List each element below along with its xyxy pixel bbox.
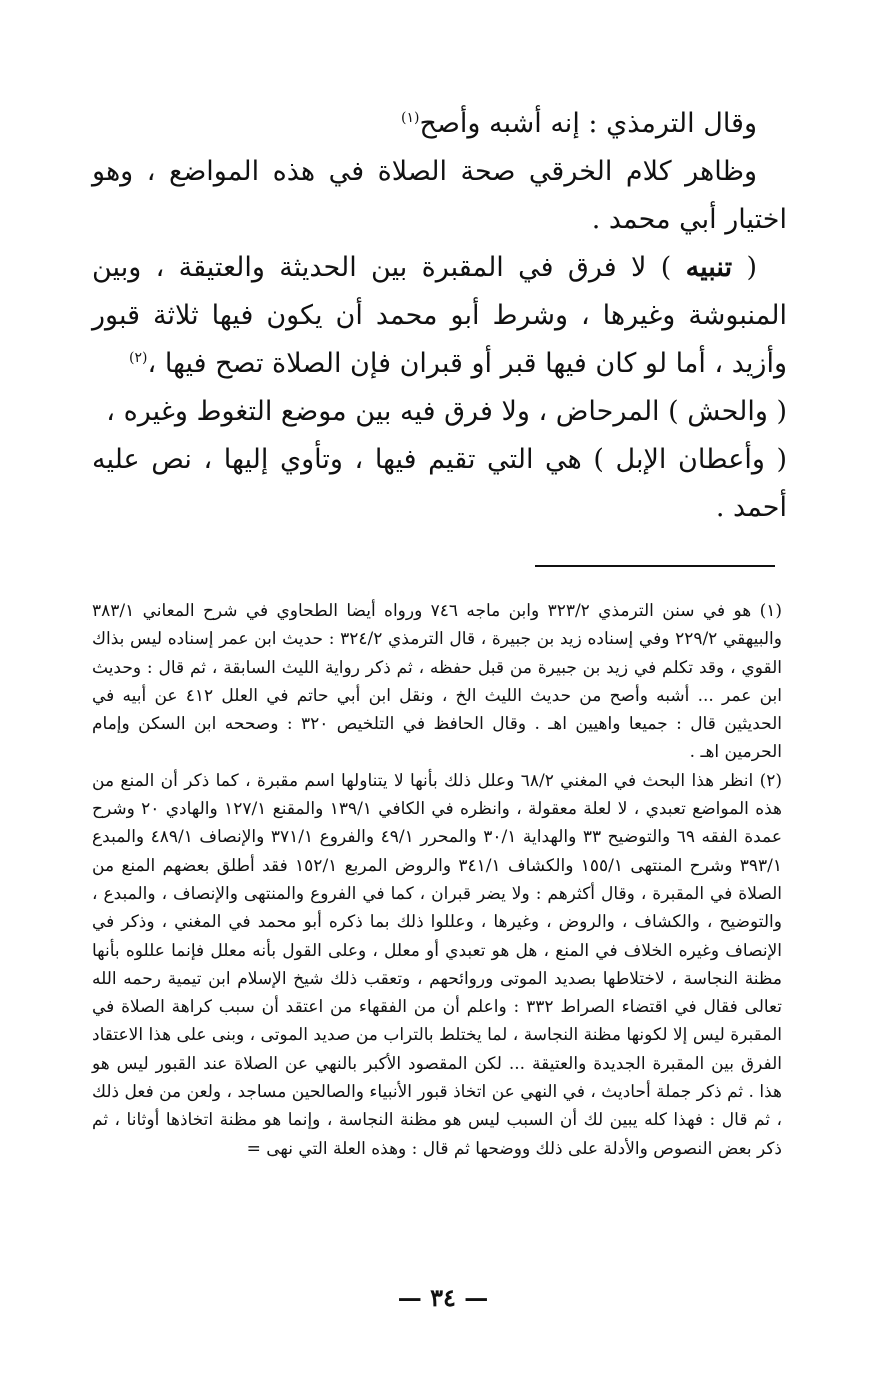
footnote-2: (٢) انظر هذا البحث في المغني ٦٨/٢ وعلل ذلك بأنها لا يتناولها اسم مقبرة ، كما ذكر أن المنع من هذه المواضع تعبدي ، لا لعلة معقولة ، وانظره في الكافي ١٣٩/١ والمقنع ١٢٧/١ والهادي ٢٠ وشرح عمدة الفقه ٦٩ والتوضيح ٣٣ والهداية ٣٠/١ والمحرر ٤٩/١ والفروع ٣٧١/١ والإنصاف ٤٨٩/١ والمبدع ٣٩٣/١ وشرح المنتهى ١٥٥/١ والكشاف ٣٤١/١ والروض المربع ١٥٢/١ فقد أطلق بعضهم المنع من الصلاة في المقبرة ، وقال أكثرهم : ولا يضر قبران ، كما في الفروع والمنتهى والإنصاف ، والمبدع ، والتوضيح ، والكشاف ، والروض ، وغيرها ، وعللوا ذلك بما ذكره أبو محمد في المغني ، وذكر في الإنصاف وغيره الخلاف في المنع ، هل هو تعبدي أو معلل ، وعلى القول بأنه معلل فإنما عللوه بأنها مظنة النجاسة ، لاختلاطها بصديد الموتى وروائحهم ، وتعقب ذلك شيخ الإسلام ابن تيمية رحمه الله تعالى فقال في اقتضاء الصراط ٣٣٢ : واعلم أن من الفقهاء من اعتقد أن سبب كراهة الصلاة في المقبرة ليس إلا لكونها مظنة النجاسة ، لما يختلط بالتراب من صديد الموتى ، وبنى على هذا الاعتقاد الفرق بين المقبرة الجديدة والعتيقة ... لكن المقصود الأكبر بالنهي عن الصلاة عند القبور ليس هو هذا . ثم ذكر جملة أحاديث ، في النهي عن اتخاذ قبور الأنبياء والصالحين مساجد ، ولعن من فعل ذلك ، ثم قال : فهذا كله يبين لك أن السبب ليس هو مظنة النجاسة ، وإنما هو مظنة اتخاذها أوثانا ، ثم ذكر بعض النصوص والأدلة على ذلك ووضحها ثم قال : وهذه العلة التي نهى = [92, 770, 783, 1159]
page-number: — ٣٤ — [397, 1283, 489, 1312]
paragraph-tirmidhi [92, 100, 787, 148]
paragraph-kharqi: وظاهر كلام الخرقي صحة الصلاة في هذه المواضع ، وهو اختيار أبي محمد . [92, 156, 787, 235]
paragraph-hashsh: ( والحش ) المرحاض ، ولا فرق فيه بين موضع التغوط وغيره ، [106, 396, 787, 427]
footnote-1: (١) هو في سنن الترمذي ٣٢٣/٢ وابن ماجه ٧٤٦ ورواه أيضا الطحاوي في شرح المعاني ٣٨٣/١ والبيهقي ٢٢٩/٢ وفي إسناده زيد بن جبيرة ، قال الترمذي ٣٢٤/٢ : حديث ابن عمر إسناده ليس بذاك القوي ، وقد تكلم في زيد بن جبيرة من قبل حفظه ، ثم ذكر رواية الليث السابقة ، ثم قال : وحديث ابن عمر ... أشبه وأصح من حديث الليث الخ ، ونقل ابن أبي حاتم في العلل ٤١٢ عن أبيه في الحديثين قال : جميعا واهيين اهـ . وقال الحافظ في التلخيص ٣٢٠ : وصححه ابن السكن وإمام الحرمين اهـ . [92, 601, 782, 763]
paragraph-atan-ibil: ( وأعطان الإبل ) هي التي تقيم فيها ، وتأوي إليها ، نص عليه أحمد . [92, 444, 787, 523]
footnote-separator [535, 565, 775, 567]
footnote-ref-2[interactable]: (٢) [129, 350, 148, 366]
paragraph-text: ) لا فرق في المقبرة بين الحديثة والعتيقة ، وبين المنبوشة وغيرها ، وشرط أبو محمد أن يكون فيها ثلاثة قبور وأزيد ، أما لو كان فيها قبر أو قبران فإن الصلاة تصح فيها ، [92, 252, 787, 379]
footnotes-block [92, 597, 782, 1163]
footnote-ref-1[interactable]: (١) [401, 110, 420, 126]
paren-open: ( [746, 252, 757, 283]
paragraph-text: وقال الترمذي : إنه أشبه وأصح [419, 108, 757, 139]
paragraph-tanbih [92, 244, 787, 388]
main-text-block [92, 100, 787, 532]
tanbih-heading: تنبيه [685, 252, 733, 283]
